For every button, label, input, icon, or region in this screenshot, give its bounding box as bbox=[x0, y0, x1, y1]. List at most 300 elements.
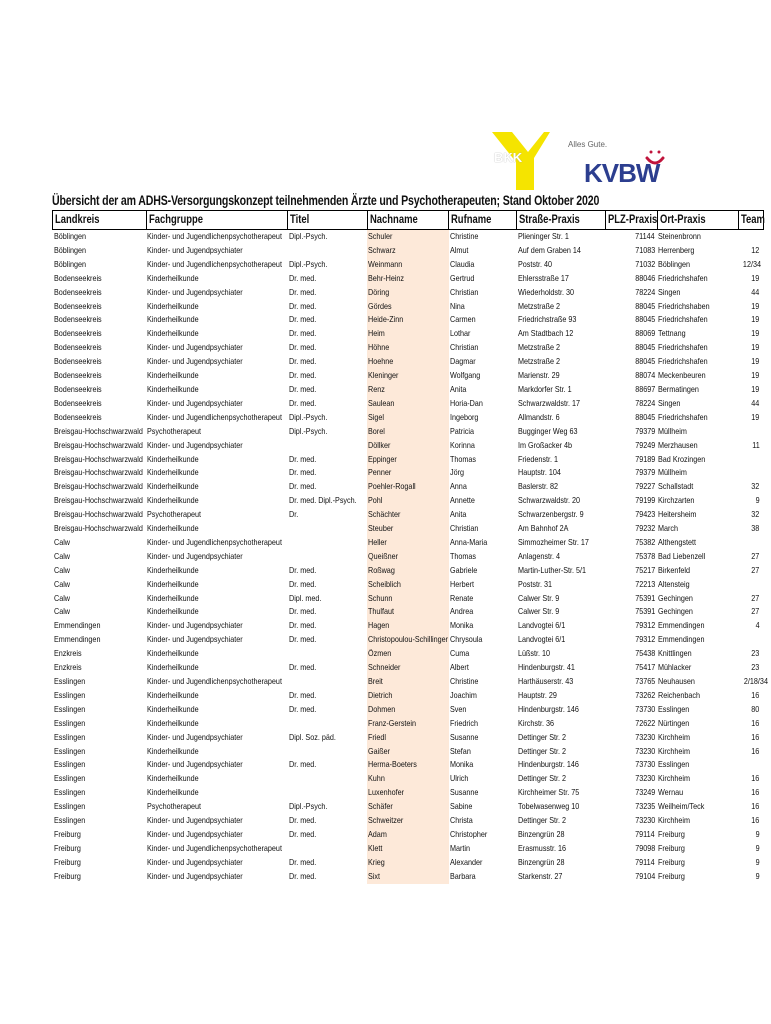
cell-plz: 79312 bbox=[634, 634, 656, 645]
cell-ort: Altensteig bbox=[658, 578, 690, 589]
cell-strasse: Marienstr. 29 bbox=[517, 370, 560, 381]
cell-titel: Dipl. Soz. päd. bbox=[288, 731, 336, 742]
cell-team: 4 bbox=[755, 620, 760, 631]
cell-team bbox=[739, 536, 764, 550]
cell-landkreis: Breisgau-Hochschwarzwald bbox=[53, 467, 143, 478]
cell-strasse: Harthäuserstr. 43 bbox=[517, 676, 573, 686]
cell-landkreis: Esslingen bbox=[53, 801, 85, 812]
cell-titel: Dr. med. bbox=[288, 606, 316, 617]
cell-fachgruppe: Kinder- und Jugendpsychiater bbox=[147, 244, 243, 255]
cell-strasse: Friedenstr. 1 bbox=[517, 453, 558, 464]
cell-nachname: Schächter bbox=[367, 508, 449, 522]
cell-rufname: Gertrud bbox=[449, 272, 475, 283]
cell-rufname: Wolfgang bbox=[449, 370, 481, 381]
cell-team: 19 bbox=[751, 300, 760, 311]
cell-strasse: Hauptstr. 29 bbox=[517, 689, 557, 700]
table-row bbox=[53, 731, 764, 745]
cell-landkreis: Breisgau-Hochschwarzwald bbox=[53, 481, 143, 492]
cell-plz: 75382 bbox=[634, 536, 656, 547]
cell-titel: Dr. med. bbox=[288, 370, 316, 381]
cell-team: 16 bbox=[751, 801, 760, 812]
table-row bbox=[53, 619, 764, 633]
cell-nachname: Schneider bbox=[367, 661, 449, 675]
cell-fachgruppe: Kinder- und Jugendpsychiater bbox=[147, 828, 243, 839]
cell-titel bbox=[288, 439, 368, 453]
cell-nachname: Hoehne bbox=[367, 355, 449, 369]
cell-ort: March bbox=[658, 523, 679, 534]
cell-strasse: Erasmusstr. 16 bbox=[517, 842, 566, 853]
cell-nachname: Christopoulou-Schillinger bbox=[367, 633, 449, 647]
cell-strasse: Dettinger Str. 2 bbox=[517, 773, 566, 784]
cell-team: 9 bbox=[755, 856, 760, 867]
cell-strasse: Allmandstr. 6 bbox=[517, 411, 560, 422]
cell-nachname: Eppinger bbox=[367, 453, 449, 467]
cell-strasse: Markdorfer Str. 1 bbox=[517, 383, 572, 394]
cell-ort: Mühlacker bbox=[658, 662, 692, 673]
cell-landkreis: Breisgau-Hochschwarzwald bbox=[53, 425, 143, 436]
table-row bbox=[53, 800, 764, 814]
cell-landkreis: Bodenseekreis bbox=[53, 314, 102, 325]
cell-titel: Dr. med. bbox=[288, 467, 316, 478]
cell-team bbox=[739, 230, 764, 244]
table-row bbox=[53, 536, 764, 550]
cell-fachgruppe: Kinderheilkunde bbox=[147, 592, 199, 603]
cell-titel: Dr. bbox=[288, 509, 298, 520]
cell-team: 16 bbox=[751, 773, 760, 784]
cell-nachname: Saulean bbox=[367, 397, 449, 411]
cell-rufname: Korinna bbox=[449, 439, 475, 450]
smile-icon bbox=[644, 148, 666, 170]
cell-ort: Esslingen bbox=[658, 759, 690, 770]
cell-nachname: Schunn bbox=[367, 592, 449, 606]
cell-team bbox=[739, 466, 764, 480]
cell-ort: Freiburg bbox=[658, 842, 685, 853]
cell-strasse: Simmozheimer Str. 17 bbox=[517, 536, 589, 547]
cell-nachname: Penner bbox=[367, 466, 449, 480]
cell-ort: Freiburg bbox=[658, 870, 685, 881]
column-header-rufname: Rufname bbox=[449, 211, 517, 230]
cell-rufname: Thomas bbox=[449, 550, 476, 561]
cell-titel: Dr. med. bbox=[288, 356, 316, 367]
table-header-row bbox=[53, 211, 764, 230]
cell-titel: Dr. med. bbox=[288, 578, 316, 589]
cell-rufname: Renate bbox=[449, 592, 474, 603]
cell-landkreis: Breisgau-Hochschwarzwald bbox=[53, 509, 143, 520]
cell-plz: 88045 bbox=[634, 356, 656, 367]
column-header-strasse: Straße-Praxis bbox=[517, 211, 606, 230]
cell-landkreis: Freiburg bbox=[53, 870, 81, 881]
cell-fachgruppe: Kinderheilkunde bbox=[147, 523, 199, 534]
cell-fachgruppe: Kinder- und Jugendlichenpsychotherapeut bbox=[147, 231, 282, 241]
table-row bbox=[53, 772, 764, 786]
column-header-fachgruppe: Fachgruppe bbox=[146, 211, 287, 230]
cell-nachname: Scheiblich bbox=[367, 578, 449, 592]
cell-nachname: Schäfer bbox=[367, 800, 449, 814]
cell-rufname: Cuma bbox=[449, 648, 470, 659]
cell-rufname: Christian bbox=[449, 523, 479, 534]
cell-titel bbox=[288, 647, 368, 661]
cell-strasse: Im Großacker 4b bbox=[517, 439, 572, 450]
column-header-team: Team bbox=[739, 211, 764, 230]
cell-ort: Wernau bbox=[658, 787, 684, 798]
cell-titel: Dr. med. bbox=[288, 300, 316, 311]
cell-ort: Meckenbeuren bbox=[658, 370, 706, 381]
cell-fachgruppe: Kinderheilkunde bbox=[147, 564, 199, 575]
cell-nachname: Poehler-Rogall bbox=[367, 480, 449, 494]
cell-titel: Dipl.-Psych. bbox=[288, 411, 327, 422]
cell-team: 27 bbox=[751, 564, 760, 575]
table-row bbox=[53, 300, 764, 314]
cell-ort: Reichenbach bbox=[658, 689, 701, 700]
cell-titel bbox=[288, 536, 368, 550]
cell-landkreis: Bodenseekreis bbox=[53, 328, 102, 339]
cell-ort: Bad Liebenzell bbox=[658, 550, 706, 561]
cell-landkreis: Bodenseekreis bbox=[53, 370, 102, 381]
cell-nachname: Özmen bbox=[367, 647, 449, 661]
cell-rufname: Joachim bbox=[449, 689, 477, 700]
cell-team: 12 bbox=[751, 244, 760, 255]
cell-rufname: Anna bbox=[449, 481, 467, 492]
cell-fachgruppe: Kinder- und Jugendpsychiater bbox=[147, 870, 243, 881]
cell-plz: 73230 bbox=[634, 745, 656, 756]
cell-team bbox=[739, 633, 764, 647]
cell-nachname: Heide-Zinn bbox=[367, 313, 449, 327]
cell-landkreis: Calw bbox=[53, 592, 70, 603]
cell-strasse: Am Bahnhof 2A bbox=[517, 523, 569, 534]
cell-nachname: Heim bbox=[367, 327, 449, 341]
cell-ort: Knittlingen bbox=[658, 648, 692, 659]
cell-rufname: Albert bbox=[449, 662, 469, 673]
table-row bbox=[53, 689, 764, 703]
cell-landkreis: Bodenseekreis bbox=[53, 383, 102, 394]
cell-plz: 79114 bbox=[635, 828, 656, 839]
cell-fachgruppe: Kinderheilkunde bbox=[147, 481, 199, 492]
cell-rufname: Thomas bbox=[449, 453, 476, 464]
table-row bbox=[53, 439, 764, 453]
cell-fachgruppe: Kinderheilkunde bbox=[147, 745, 199, 756]
cell-landkreis: Freiburg bbox=[53, 828, 81, 839]
cell-plz: 88045 bbox=[634, 300, 656, 311]
cell-fachgruppe: Kinder- und Jugendlichenpsychotherapeut bbox=[147, 676, 282, 686]
cell-landkreis: Esslingen bbox=[53, 703, 85, 714]
cell-ort: Friedrichshaben bbox=[658, 300, 710, 311]
cell-titel: Dr. med. bbox=[288, 383, 316, 394]
cell-plz: 79104 bbox=[634, 870, 656, 881]
cell-titel bbox=[288, 745, 368, 759]
cell-nachname: Döring bbox=[367, 286, 449, 300]
cell-fachgruppe: Kinderheilkunde bbox=[147, 370, 199, 381]
table-row bbox=[53, 578, 764, 592]
cell-titel bbox=[288, 772, 368, 786]
column-header-ort: Ort-Praxis bbox=[657, 211, 739, 230]
cell-nachname: Gaißer bbox=[367, 745, 449, 759]
cell-plz: 73730 bbox=[634, 703, 656, 714]
cell-nachname: Adam bbox=[367, 828, 449, 842]
cell-titel: Dr. med. bbox=[288, 662, 316, 673]
cell-ort: Freiburg bbox=[658, 828, 685, 839]
cell-rufname: Annette bbox=[449, 495, 475, 506]
cell-team: 11 bbox=[752, 439, 760, 450]
cell-strasse: Binzengrün 28 bbox=[517, 856, 565, 867]
cell-team: 27 bbox=[751, 592, 760, 603]
cell-strasse: Am Stadtbach 12 bbox=[517, 328, 573, 339]
cell-plz: 79199 bbox=[634, 495, 656, 506]
cell-rufname: Christa bbox=[449, 815, 473, 826]
cell-ort: Kirchheim bbox=[658, 815, 691, 826]
cell-strasse: Bugginger Weg 63 bbox=[517, 425, 578, 436]
cell-plz: 88045 bbox=[634, 342, 656, 353]
table-row bbox=[53, 842, 764, 856]
cell-nachname: Sixt bbox=[367, 870, 449, 884]
cell-rufname: Alexander bbox=[449, 856, 483, 867]
table-row bbox=[53, 397, 764, 411]
cell-rufname: Dagmar bbox=[449, 356, 476, 367]
cell-plz: 88074 bbox=[634, 370, 656, 381]
cell-landkreis: Breisgau-Hochschwarzwald bbox=[53, 495, 143, 506]
table-row bbox=[53, 411, 764, 425]
cell-strasse: Binzengrün 28 bbox=[517, 828, 565, 839]
cell-landkreis: Bodenseekreis bbox=[53, 342, 102, 353]
cell-ort: Althengstett bbox=[658, 536, 697, 547]
table-row bbox=[53, 633, 764, 647]
cell-landkreis: Calw bbox=[53, 536, 70, 547]
table-row bbox=[53, 508, 764, 522]
cell-plz: 75378 bbox=[634, 550, 656, 561]
cell-fachgruppe: Kinderheilkunde bbox=[147, 328, 199, 339]
cell-rufname: Martin bbox=[449, 842, 470, 853]
cell-team: 9 bbox=[755, 495, 760, 506]
cell-team: 44 bbox=[751, 397, 760, 408]
cell-titel: Dipl.-Psych. bbox=[288, 258, 327, 269]
cell-fachgruppe: Kinder- und Jugendpsychiater bbox=[147, 759, 243, 770]
cell-rufname: Sven bbox=[449, 703, 467, 714]
table-row bbox=[53, 675, 764, 689]
cell-team: 9 bbox=[755, 870, 760, 881]
table-row bbox=[53, 828, 764, 842]
cell-rufname: Stefan bbox=[449, 745, 471, 756]
cell-ort: Müllheim bbox=[658, 467, 687, 478]
cell-plz: 79249 bbox=[634, 439, 656, 450]
cell-titel: Dr. med. bbox=[288, 453, 316, 464]
cell-nachname: Höhne bbox=[367, 341, 449, 355]
cell-ort: Steinenbronn bbox=[658, 231, 701, 241]
table-row bbox=[53, 856, 764, 870]
cell-nachname: Klett bbox=[367, 842, 449, 856]
cell-nachname: Hagen bbox=[367, 619, 449, 633]
column-header-titel: Titel bbox=[288, 211, 368, 230]
cell-landkreis: Breisgau-Hochschwarzwald bbox=[53, 453, 143, 464]
cell-nachname: Döllker bbox=[367, 439, 449, 453]
cell-team: 44 bbox=[751, 286, 760, 297]
cell-nachname: Dietrich bbox=[367, 689, 449, 703]
table-row bbox=[53, 814, 764, 828]
cell-landkreis: Emmendingen bbox=[53, 620, 100, 631]
cell-team: 9 bbox=[755, 828, 760, 839]
cell-team: 27 bbox=[751, 550, 760, 561]
cell-ort: Emmendingen bbox=[658, 620, 705, 631]
cell-fachgruppe: Kinderheilkunde bbox=[147, 300, 199, 311]
cell-titel bbox=[288, 244, 368, 258]
cell-fachgruppe: Kinderheilkunde bbox=[147, 495, 199, 506]
cell-nachname: Heller bbox=[367, 536, 449, 550]
cell-plz: 71144 bbox=[635, 231, 656, 241]
cell-ort: Emmendingen bbox=[658, 634, 705, 645]
cell-plz: 73230 bbox=[634, 815, 656, 826]
cell-team: 32 bbox=[751, 509, 760, 520]
cell-titel bbox=[288, 675, 368, 689]
cell-team: 19 bbox=[751, 411, 760, 422]
cell-rufname: Gabriele bbox=[449, 564, 478, 575]
cell-fachgruppe: Kinderheilkunde bbox=[147, 606, 199, 617]
cell-team: 23 bbox=[751, 648, 760, 659]
cell-team: 19 bbox=[751, 272, 760, 283]
cell-team: 19 bbox=[751, 383, 760, 394]
cell-strasse: Hindenburgstr. 146 bbox=[517, 759, 579, 770]
cell-ort: Friedrichshafen bbox=[658, 272, 708, 283]
cell-strasse: Starkenstr. 27 bbox=[517, 870, 563, 881]
cell-rufname: Susanne bbox=[449, 731, 479, 742]
cell-rufname: Monika bbox=[449, 759, 474, 770]
cell-landkreis: Calw bbox=[53, 578, 70, 589]
cell-titel: Dr. med. bbox=[288, 870, 316, 881]
cell-team: 32 bbox=[751, 481, 760, 492]
cell-rufname: Christian bbox=[449, 286, 479, 297]
cell-rufname: Monika bbox=[449, 620, 474, 631]
cell-landkreis: Esslingen bbox=[53, 731, 85, 742]
cell-ort: Esslingen bbox=[658, 703, 690, 714]
cell-fachgruppe: Kinderheilkunde bbox=[147, 578, 199, 589]
cell-strasse: Hindenburgstr. 41 bbox=[517, 662, 575, 673]
cell-fachgruppe: Kinder- und Jugendpsychiater bbox=[147, 634, 243, 645]
cell-titel: Dr. med. bbox=[288, 314, 316, 325]
cell-nachname: Schuler bbox=[367, 230, 449, 244]
table-row bbox=[53, 480, 764, 494]
cell-ort: Nürtingen bbox=[658, 717, 690, 728]
cell-rufname: Chrysoula bbox=[449, 634, 483, 645]
cell-fachgruppe: Kinder- und Jugendpsychiater bbox=[147, 356, 243, 367]
cell-plz: 88045 bbox=[634, 411, 656, 422]
table-row bbox=[53, 494, 764, 508]
cell-strasse: Metzstraße 2 bbox=[517, 342, 560, 353]
cell-team bbox=[739, 578, 764, 592]
cell-nachname: Luxenhofer bbox=[367, 786, 449, 800]
cell-landkreis: Esslingen bbox=[53, 759, 85, 770]
cell-fachgruppe: Kinderheilkunde bbox=[147, 773, 199, 784]
cell-strasse: Landvogtei 6/1 bbox=[517, 620, 565, 631]
cell-fachgruppe: Kinderheilkunde bbox=[147, 648, 199, 659]
cell-plz: 71032 bbox=[634, 258, 656, 269]
cell-ort: Kirchheim bbox=[658, 773, 691, 784]
cell-rufname: Anita bbox=[449, 509, 467, 520]
cell-landkreis: Calw bbox=[53, 606, 70, 617]
table-row bbox=[53, 758, 764, 772]
cell-nachname: Kuhn bbox=[367, 772, 449, 786]
cell-strasse: Metzstraße 2 bbox=[517, 356, 560, 367]
cell-strasse: Metzstraße 2 bbox=[517, 300, 560, 311]
cell-nachname: Queißner bbox=[367, 550, 449, 564]
cell-strasse: Dettinger Str. 2 bbox=[517, 731, 566, 742]
cell-ort: Böblingen bbox=[658, 258, 691, 269]
cell-plz: 78224 bbox=[634, 286, 656, 297]
cell-strasse: Lüßstr. 10 bbox=[517, 648, 550, 659]
cell-nachname: Weinmann bbox=[367, 258, 449, 272]
cell-team bbox=[739, 425, 764, 439]
cell-strasse: Landvogtei 6/1 bbox=[517, 634, 565, 645]
table-row bbox=[53, 244, 764, 258]
table-row bbox=[53, 717, 764, 731]
cell-titel: Dr. med. bbox=[288, 634, 316, 645]
table-row bbox=[53, 313, 764, 327]
logo-area bbox=[490, 128, 720, 194]
cell-rufname: Sabine bbox=[449, 801, 473, 812]
cell-titel: Dr. med. bbox=[288, 815, 316, 826]
cell-fachgruppe: Kinder- und Jugendpsychiater bbox=[147, 397, 243, 408]
cell-nachname: Friedl bbox=[367, 731, 449, 745]
cell-strasse: Kirchstr. 36 bbox=[517, 717, 554, 728]
cell-titel: Dipl. med. bbox=[288, 592, 321, 603]
cell-fachgruppe: Kinderheilkunde bbox=[147, 453, 199, 464]
cell-nachname: Schweitzer bbox=[367, 814, 449, 828]
cell-strasse: Schwarzenbergstr. 9 bbox=[517, 509, 584, 520]
cell-rufname: Nina bbox=[449, 300, 465, 311]
table-row bbox=[53, 369, 764, 383]
cell-plz: 79189 bbox=[634, 453, 656, 464]
cell-rufname: Ulrich bbox=[449, 773, 469, 784]
cell-rufname: Ingeborg bbox=[449, 411, 479, 422]
table-row bbox=[53, 870, 764, 884]
table-row bbox=[53, 661, 764, 675]
cell-nachname: Pohl bbox=[367, 494, 449, 508]
cell-plz: 75417 bbox=[634, 662, 656, 673]
cell-ort: Kirchzarten bbox=[658, 495, 695, 506]
cell-team: 9 bbox=[755, 842, 760, 853]
table-row bbox=[53, 230, 764, 244]
cell-ort: Müllheim bbox=[658, 425, 687, 436]
cell-rufname: Anna-Maria bbox=[449, 536, 488, 547]
cell-titel bbox=[288, 717, 368, 731]
table-row bbox=[53, 272, 764, 286]
cell-titel: Dr. med. bbox=[288, 856, 316, 867]
cell-plz: 88046 bbox=[634, 272, 656, 283]
participants-table bbox=[52, 210, 768, 884]
cell-nachname: Breit bbox=[367, 675, 449, 689]
cell-ort: Birkenfeld bbox=[658, 564, 691, 575]
cell-plz: 73262 bbox=[634, 689, 656, 700]
cell-landkreis: Bodenseekreis bbox=[53, 411, 102, 422]
cell-landkreis: Böblingen bbox=[53, 258, 86, 269]
cell-rufname: Andrea bbox=[449, 606, 474, 617]
cell-ort: Neuhausen bbox=[658, 676, 695, 686]
cell-team: 16 bbox=[751, 731, 760, 742]
cell-team: 19 bbox=[751, 370, 760, 381]
cell-strasse: Ehlersstraße 17 bbox=[517, 272, 569, 283]
cell-fachgruppe: Kinder- und Jugendpsychiater bbox=[147, 286, 243, 297]
cell-rufname: Carmen bbox=[449, 314, 476, 325]
cell-nachname: Steuber bbox=[367, 522, 449, 536]
cell-plz: 73730 bbox=[634, 759, 656, 770]
cell-landkreis: Böblingen bbox=[53, 244, 86, 255]
cell-team: 27 bbox=[751, 606, 760, 617]
cell-plz: 73249 bbox=[634, 787, 656, 798]
cell-strasse: Calwer Str. 9 bbox=[517, 592, 559, 603]
column-header-nachname: Nachname bbox=[367, 211, 449, 230]
cell-strasse: Hindenburgstr. 146 bbox=[517, 703, 579, 714]
column-header-landkreis: Landkreis bbox=[53, 211, 147, 230]
cell-ort: Herrenberg bbox=[658, 244, 695, 255]
cell-fachgruppe: Kinder- und Jugendpsychiater bbox=[147, 815, 243, 826]
cell-ort: Bad Krozingen bbox=[658, 453, 706, 464]
cell-rufname: Patricia bbox=[449, 425, 474, 436]
